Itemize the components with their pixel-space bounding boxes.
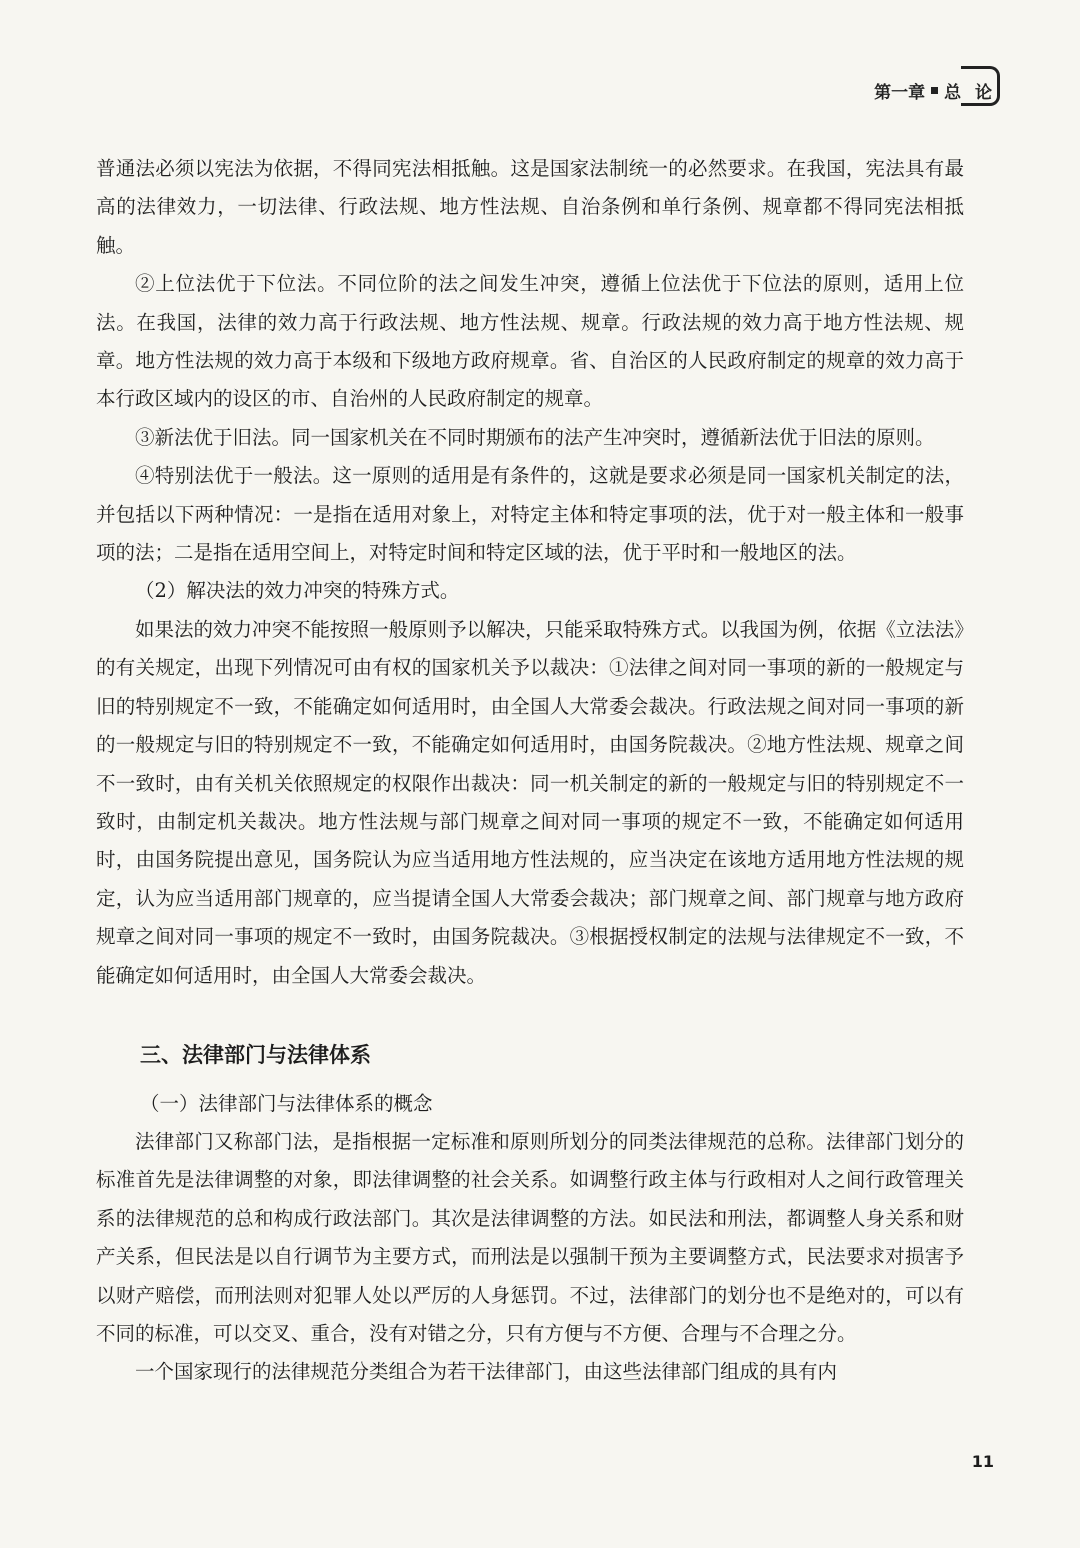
section-heading: 三、法律部门与法律体系 [140, 1042, 371, 1067]
paragraph: ②上位法优于下位法。不同位阶的法之间发生冲突，遵循上位法优于下位法的原则，适用上位法。在我国，法律的效力高于行政法规、地方性法规、规章。行政法规的效力高于地方性法规、规章。地方性法规的效力高于本级和下级地方政府规章。省、自治区的人民政府制定的规章的效力高于本行政区域内的设区的市、自治州的人民政府制定的规章。 [96, 272, 964, 411]
paragraph: （2）解决法的效力冲突的特殊方式。 [135, 579, 460, 603]
paragraph: ④特别法优于一般法。这一原则的适用是有条件的，这就是要求必须是同一国家机关制定的法，并包括以下两种情况：一是指在适用对象上，对特定主体和特定事项的法，优于对一般主体和一般事项的法；二是指在适用空间上，对特定时间和特定区域的法，优于平时和一般地区的法。 [96, 464, 964, 565]
body-text [96, 150, 964, 1392]
running-header [874, 78, 996, 103]
paragraph-continuation: 普通法必须以宪法为依据，不得同宪法相抵触。这是国家法制统一的必然要求。在我国，宪法具有最高的法律效力，一切法律、行政法规、地方性法规、自治条例和单行条例、规章都不得同宪法相抵触。 [96, 157, 964, 257]
paragraph: 如果法的效力冲突不能按照一般原则予以解决，只能采取特殊方式。以我国为例，依据《立法法》的有关规定，出现下列情况可由有权的国家机关予以裁决：①法律之间对同一事项的新的一般规定与旧的特别规定不一致，不能确定如何适用时，由全国人大常委会裁决。行政法规之间对同一事项的新的一般规定与旧的特别规定不一致，不能确定如何适用时，由国务院裁决。②地方性法规、规章之间不一致时，由有关机关依照规定的权限作出裁决：同一机关制定的新的一般规定与旧的特别规定不一致时，由制定机关裁决。地方性法规与部门规章之间对同一事项的规定不一致，不能确定如何适用时，由国务院提出意见，国务院认为应当适用地方性法规的，应当决定在该地方适用地方性法规的规定，认为应当适用部门规章的，应当提请全国人大常委会裁决；部门规章之间、部门规章与地方政府规章之间对同一事项的规定不一致时，由国务院裁决。③根据授权制定的法规与法律规定不一致，不能确定如何适用时，由全国人大常委会裁决。 [96, 617, 964, 987]
subsection-heading: （一）法律部门与法律体系的概念 [140, 1091, 433, 1115]
header-separator-square [931, 87, 938, 94]
header-chapter: 第一章 [874, 83, 926, 103]
header-title: 总 论 [944, 83, 996, 103]
page-number: 11 [971, 1452, 994, 1471]
paragraph: 一个国家现行的法律规范分类组合为若干法律部门，由这些法律部门组成的具有内 [135, 1360, 838, 1384]
paragraph: 法律部门又称部门法，是指根据一定标准和原则所划分的同类法律规范的总称。法律部门划分的标准首先是法律调整的对象，即法律调整的社会关系。如调整行政主体与行政相对人之间行政管理关系的法律规范的总和构成行政法部门。其次是法律调整的方法。如民法和刑法，都调整人身关系和财产关系，但民法是以自行调节为主要方式，而刑法是以强制干预为主要调整方式，民法要求对损害予以财产赔偿，而刑法则对犯罪人处以严厉的人身惩罚。不过，法律部门的划分也不是绝对的，可以有不同的标准，可以交叉、重合，没有对错之分，只有方便与不方便、合理与不合理之分。 [96, 1129, 964, 1345]
paragraph: ③新法优于旧法。同一国家机关在不同时期颁布的法产生冲突时，遵循新法优于旧法的原则。 [135, 425, 935, 449]
